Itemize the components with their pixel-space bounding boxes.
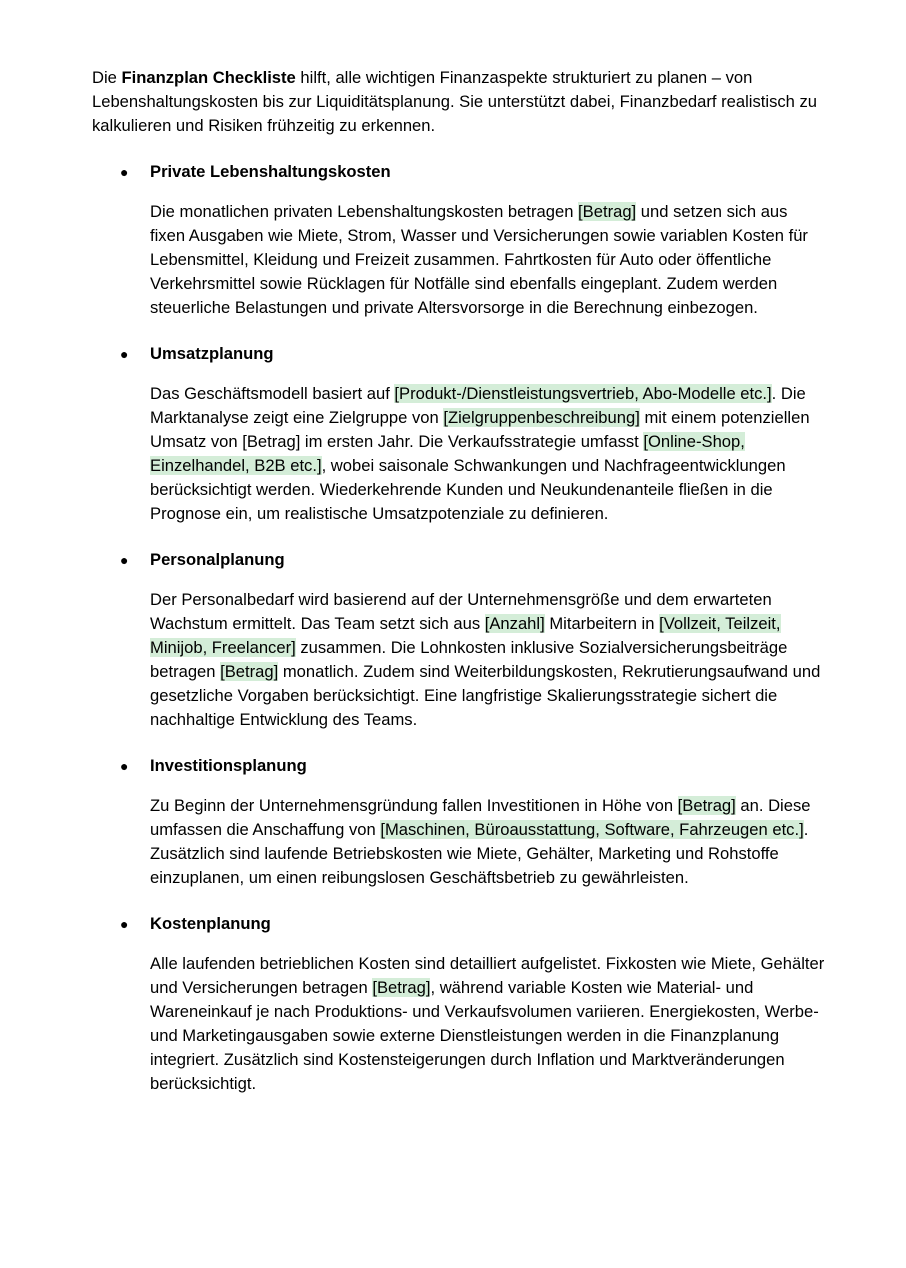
checklist-section: [120, 160, 832, 320]
body-text: . Die Marktanalyse zeigt eine Zielgruppe von: [150, 384, 806, 427]
intro-paragraph: [92, 66, 832, 138]
checklist-section: [120, 912, 832, 1096]
body-text: . Zusätzlich sind laufende Betriebskosten wie Miete, Gehälter, Marketing und Rohstoffe einzuplanen, um einen reibungslosen Geschäftsbetrieb zu gewährleisten.: [150, 820, 809, 887]
intro-suffix: hilft, alle wichtigen Finanzaspekte strukturiert zu planen – von Lebenshaltungskosten bis zur Liquiditätsplanung. Sie unterstützt dabei, Finanzbedarf realistisch zu kalkulieren und Risiken frühzeitig zu erkennen.: [92, 68, 818, 135]
body-text: Die monatlichen privaten Lebenshaltungskosten betragen: [150, 202, 579, 221]
section-title: Private Lebenshaltungskosten: [150, 162, 391, 181]
section-body: [150, 382, 826, 526]
body-text: Zu Beginn der Unternehmensgründung fallen Investitionen in Höhe von: [150, 796, 678, 815]
placeholder-highlight: [Produkt-/Dienstleistungsvertrieb, Abo-Modelle etc.]: [394, 384, 772, 403]
body-text: monatlich. Zudem sind Weiterbildungskosten, Rekrutierungsaufwand und gesetzliche Vorgaben berücksichtigt. Eine langfristige Skalierungsstrategie sichert die nachhaltige Entwicklung des Teams.: [150, 662, 821, 729]
body-text: und setzen sich aus fixen Ausgaben wie Miete, Strom, Wasser und Versicherungen sowie variablen Kosten für Lebensmittel, Kleidung und Freizeit zusammen. Fahrtkosten für Auto oder öffentliche Verkehrsmittel sowie Rücklagen für Notfälle sind ebenfalls eingeplant. Zudem werden steuerliche Belastungen und private Altersvorsorge in die Berechnung einbezogen.: [150, 202, 808, 317]
placeholder-highlight: [Anzahl]: [484, 614, 545, 633]
body-text: , während variable Kosten wie Material- und Wareneinkauf je nach Produktions- und Verkaufsvolumen variieren. Energiekosten, Werbe- und Marketingausgaben sowie externe Dienstleistungen werden in die Finanzplanung integriert. Zusätzlich sind Kostensteigerungen durch Inflation und Marktveränderungen berücksichtigt.: [150, 978, 819, 1093]
body-text: Der Personalbedarf wird basierend auf der Unternehmensgröße und dem erwarteten Wachstum ermittelt. Das Team setzt sich aus: [150, 590, 772, 633]
body-text: Alle laufenden betrieblichen Kosten sind detailliert aufgelistet. Fixkosten wie Miete, Gehälter und Versicherungen betragen: [150, 954, 825, 997]
section-title: Personalplanung: [150, 550, 285, 569]
body-text: an. Diese umfassen die Anschaffung von: [150, 796, 811, 839]
section-body: [150, 794, 826, 890]
section-title: Umsatzplanung: [150, 344, 274, 363]
placeholder-highlight: [Vollzeit, Teilzeit, Minijob, Freelancer]: [150, 614, 781, 657]
placeholder-highlight: [Maschinen, Büroausstattung, Software, Fahrzeugen etc.]: [380, 820, 804, 839]
body-text: mit einem potenziellen Umsatz von [Betrag] im ersten Jahr. Die Verkaufsstrategie umfasst: [150, 408, 810, 451]
document-page: [92, 66, 832, 1118]
placeholder-highlight: [Betrag]: [677, 796, 736, 815]
bullet-icon: ●: [120, 758, 129, 774]
intro-prefix: Die: [92, 68, 122, 87]
section-title: Investitionsplanung: [150, 756, 307, 775]
checklist-section: [120, 548, 832, 732]
placeholder-highlight: [Betrag]: [372, 978, 431, 997]
placeholder-highlight: [Betrag]: [578, 202, 637, 221]
body-text: , wobei saisonale Schwankungen und Nachfrageentwicklungen berücksichtigt werden. Wiederkehrende Kunden und Neukundenanteile fließen in die Prognose ein, um realistische Umsatzpotenziale zu definieren.: [150, 456, 786, 523]
checklist-section: [120, 342, 832, 526]
section-body: [150, 588, 826, 732]
intro-bold-title: Finanzplan Checkliste: [121, 68, 296, 87]
section-title: Kostenplanung: [150, 914, 271, 933]
bullet-icon: ●: [120, 552, 129, 568]
placeholder-highlight: [Zielgruppenbeschreibung]: [443, 408, 640, 427]
checklist-sections: [92, 160, 832, 1096]
bullet-icon: ●: [120, 916, 129, 932]
body-text: Mitarbeitern in: [544, 614, 660, 633]
bullet-icon: ●: [120, 164, 129, 180]
section-body: [150, 200, 826, 320]
checklist-section: [120, 754, 832, 890]
placeholder-highlight: [Betrag]: [220, 662, 279, 681]
bullet-icon: ●: [120, 346, 129, 362]
body-text: zusammen. Die Lohnkosten inklusive Sozialversicherungsbeiträge betragen: [150, 638, 788, 681]
section-body: [150, 952, 826, 1096]
body-text: Das Geschäftsmodell basiert auf: [150, 384, 395, 403]
placeholder-highlight: [Online-Shop, Einzelhandel, B2B etc.]: [150, 432, 745, 475]
